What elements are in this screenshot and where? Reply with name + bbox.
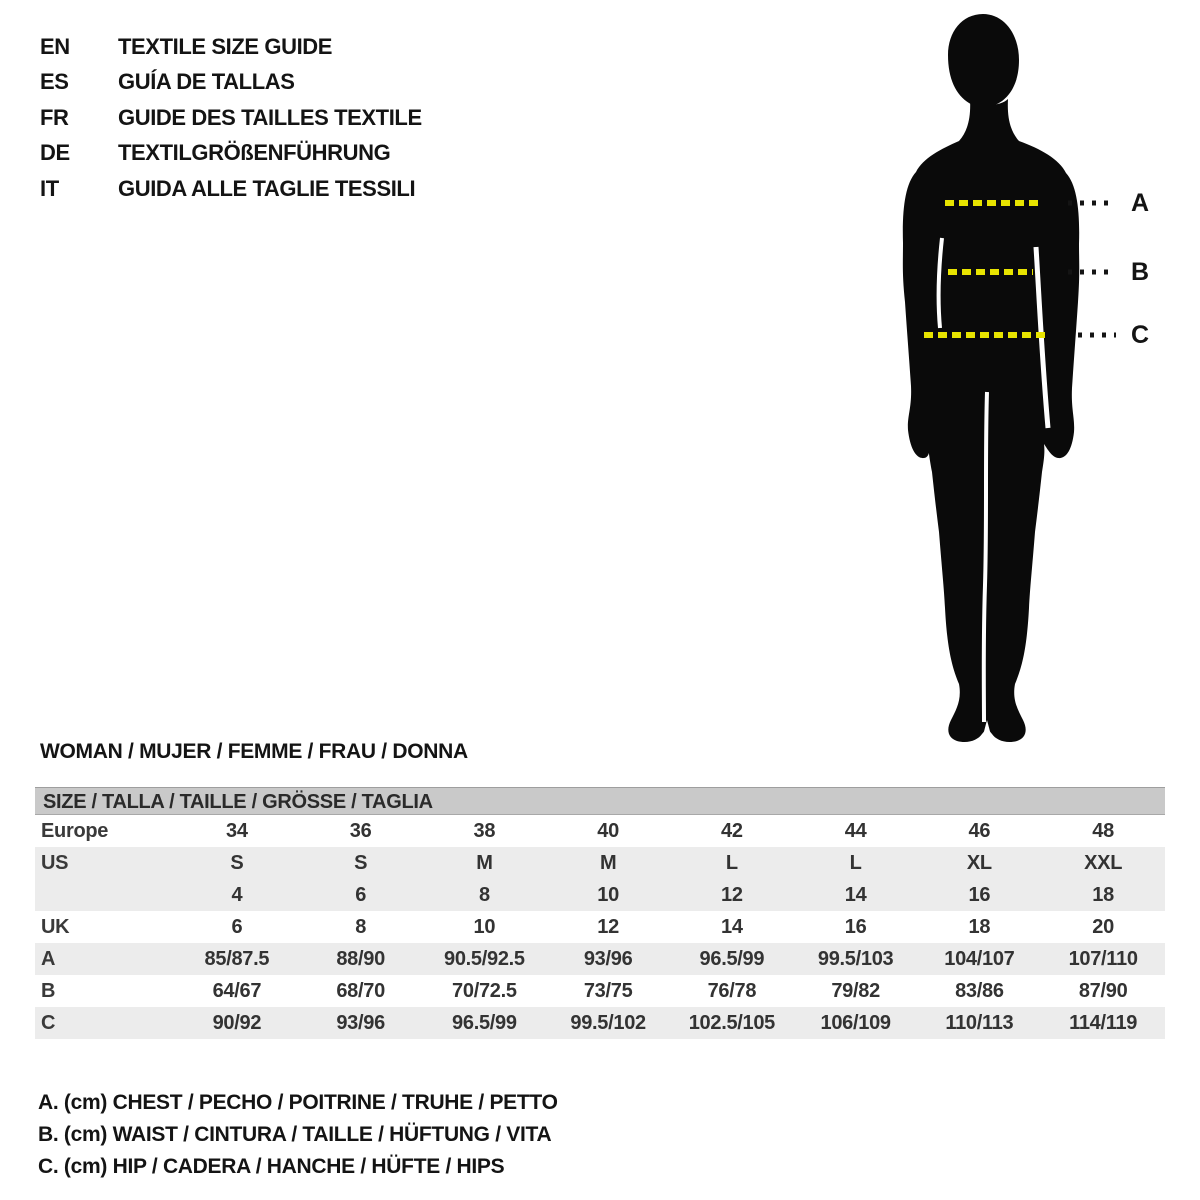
size-value: 16 bbox=[968, 883, 991, 906]
row-label: C bbox=[41, 1011, 56, 1034]
size-value: 6 bbox=[231, 915, 243, 938]
size-value: 8 bbox=[478, 883, 490, 906]
size-value: 18 bbox=[1092, 883, 1114, 906]
language-code: IT bbox=[40, 175, 59, 201]
size-value: 90.5/92.5 bbox=[444, 947, 525, 970]
size-value: S bbox=[354, 851, 368, 874]
size-value: 14 bbox=[721, 915, 743, 938]
table-row bbox=[35, 879, 1165, 911]
size-value: 12 bbox=[597, 915, 619, 938]
silhouette-body bbox=[903, 99, 1079, 742]
language-title: GUÍA DE TALLAS bbox=[118, 69, 295, 95]
legend-line: A. (cm) CHEST / PECHO / POITRINE / TRUHE / PETTO bbox=[38, 1091, 558, 1114]
size-value: 38 bbox=[473, 819, 496, 842]
size-value: 96.5/99 bbox=[699, 947, 765, 970]
size-table-body bbox=[35, 815, 1165, 1039]
size-value: 88/90 bbox=[336, 947, 385, 970]
gender-section-title: WOMAN / MUJER / FEMME / FRAU / DONNA bbox=[40, 740, 468, 763]
language-title-list bbox=[40, 29, 422, 207]
size-value: 46 bbox=[968, 819, 991, 842]
table-row bbox=[35, 911, 1165, 943]
size-value: 12 bbox=[721, 883, 743, 906]
language-code: ES bbox=[40, 69, 69, 95]
size-value: XL bbox=[966, 851, 992, 874]
language-code: DE bbox=[40, 140, 70, 166]
legend-line: B. (cm) WAIST / CINTURA / TAILLE / HÜFTUNG / VITA bbox=[38, 1123, 552, 1146]
row-label: Europe bbox=[41, 819, 109, 842]
size-value: 79/82 bbox=[831, 979, 880, 1002]
size-value: 104/107 bbox=[944, 947, 1015, 970]
size-value: 73/75 bbox=[583, 979, 633, 1002]
language-code: EN bbox=[40, 33, 70, 59]
size-value: 6 bbox=[355, 883, 367, 906]
language-title: TEXTILE SIZE GUIDE bbox=[118, 33, 333, 59]
marker-label-chest: A bbox=[1130, 189, 1150, 217]
body-measurement-figure bbox=[890, 0, 1200, 760]
row-label: B bbox=[41, 979, 56, 1002]
size-value: 70/72.5 bbox=[452, 979, 517, 1002]
size-value: 99.5/102 bbox=[570, 1011, 646, 1034]
marker-label-hip: C bbox=[1130, 321, 1150, 349]
size-value: 44 bbox=[844, 819, 867, 842]
size-value: 10 bbox=[597, 883, 619, 906]
size-value: 20 bbox=[1092, 915, 1114, 938]
size-value: 102.5/105 bbox=[688, 1011, 776, 1034]
size-value: 90/92 bbox=[212, 1011, 262, 1034]
row-label: UK bbox=[41, 915, 70, 938]
language-row bbox=[40, 136, 422, 172]
size-value: M bbox=[476, 851, 493, 874]
size-value: 40 bbox=[597, 819, 619, 842]
size-value: 85/87.5 bbox=[204, 947, 270, 970]
language-title: GUIDA ALLE TAGLIE TESSILI bbox=[118, 175, 416, 201]
size-table bbox=[35, 787, 1165, 1039]
size-value: 110/113 bbox=[945, 1011, 1014, 1034]
language-row bbox=[40, 29, 422, 65]
marker-label-waist: B bbox=[1130, 258, 1150, 286]
size-value: 83/86 bbox=[955, 979, 1004, 1002]
size-value: 64/67 bbox=[212, 979, 262, 1002]
language-row bbox=[40, 171, 422, 207]
size-value: 16 bbox=[844, 915, 867, 938]
size-value: M bbox=[599, 851, 617, 874]
size-value: 8 bbox=[355, 915, 367, 938]
size-table-header: SIZE / TALLA / TAILLE / GRÖSSE / TAGLIA bbox=[35, 787, 1165, 815]
size-value: 14 bbox=[844, 883, 867, 906]
size-value: 93/96 bbox=[336, 1011, 385, 1034]
size-value: 10 bbox=[473, 915, 496, 938]
row-label: A bbox=[41, 947, 56, 970]
language-row bbox=[40, 65, 422, 101]
size-value: L bbox=[725, 851, 738, 874]
size-value: 48 bbox=[1092, 819, 1114, 842]
language-code: FR bbox=[40, 104, 69, 130]
legend-line: C. (cm) HIP / CADERA / HANCHE / HÜFTE / HIPS bbox=[38, 1155, 505, 1178]
size-value: 4 bbox=[231, 883, 243, 906]
size-value: 107/110 bbox=[1068, 947, 1138, 970]
table-row bbox=[35, 943, 1165, 975]
size-value: XXL bbox=[1084, 851, 1123, 874]
size-value: S bbox=[230, 851, 244, 874]
measurement-legend bbox=[38, 1087, 558, 1183]
size-value: 87/90 bbox=[1078, 979, 1128, 1002]
silhouette-head bbox=[948, 14, 1019, 107]
size-value: 76/78 bbox=[707, 979, 757, 1002]
table-row bbox=[35, 815, 1165, 847]
language-title: GUIDE DES TAILLES TEXTILE bbox=[118, 104, 422, 130]
size-value: 42 bbox=[721, 819, 743, 842]
size-value: 93/96 bbox=[583, 947, 633, 970]
size-value: 99.5/103 bbox=[817, 947, 894, 970]
table-row bbox=[35, 975, 1165, 1007]
size-value: 18 bbox=[968, 915, 991, 938]
woman-silhouette-svg bbox=[890, 0, 1200, 760]
language-row bbox=[40, 100, 422, 136]
size-value: 36 bbox=[349, 819, 372, 842]
size-value: 114/119 bbox=[1069, 1011, 1138, 1034]
size-value: 96.5/99 bbox=[452, 1011, 517, 1034]
size-value: 68/70 bbox=[336, 979, 385, 1002]
table-row bbox=[35, 1007, 1165, 1039]
table-row bbox=[35, 847, 1165, 879]
language-title: TEXTILGRÖßENFÜHRUNG bbox=[118, 140, 391, 166]
row-label: US bbox=[41, 851, 69, 874]
size-value: 34 bbox=[226, 819, 248, 842]
size-value: L bbox=[849, 851, 862, 874]
size-value: 106/109 bbox=[820, 1011, 891, 1034]
